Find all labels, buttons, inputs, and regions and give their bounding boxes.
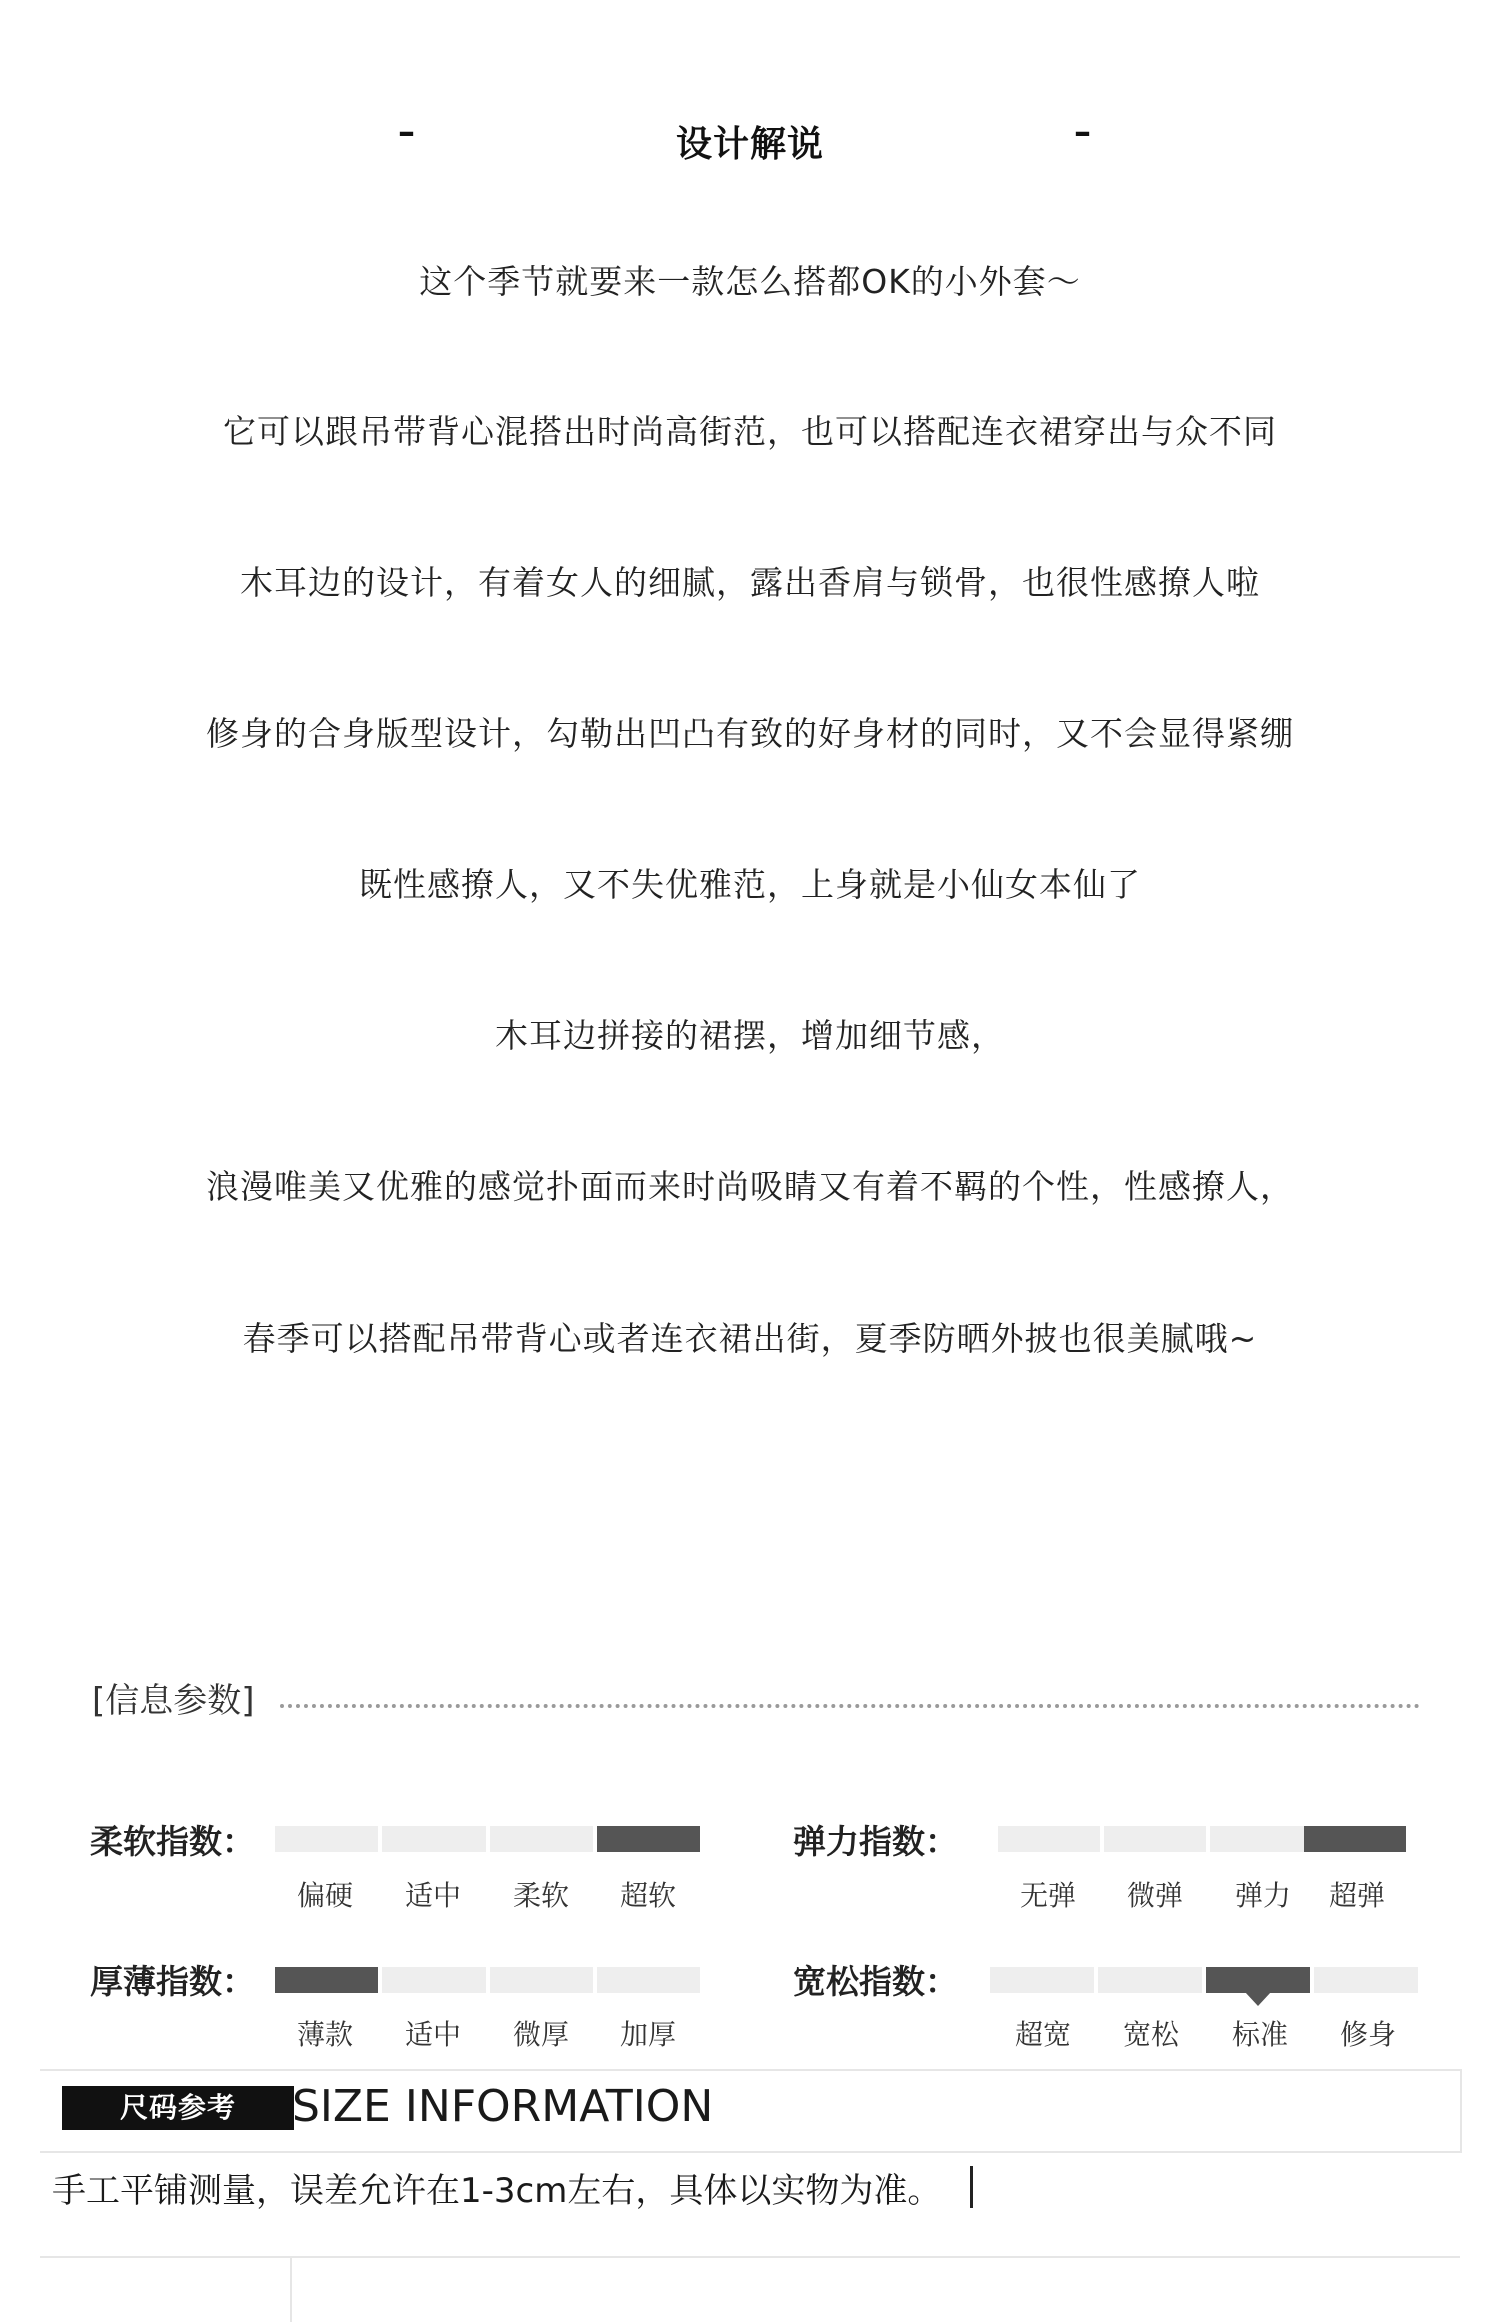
scale-option: 适中 xyxy=(404,2018,461,2051)
scale-option: 微弹 xyxy=(1126,1879,1183,1912)
scale-segment xyxy=(490,1967,593,1993)
scale-segment-selected xyxy=(597,1826,700,1852)
thickness-scale xyxy=(275,1967,710,2057)
heading-dash-left: – xyxy=(398,112,415,152)
scale-option: 适中 xyxy=(404,1879,461,1912)
scale-segment xyxy=(1210,1826,1312,1852)
scale-segment xyxy=(382,1967,486,1993)
scale-option: 标准 xyxy=(1231,2018,1288,2051)
scale-segment xyxy=(382,1826,486,1852)
description-line: 它可以跟吊带背心混搭出时尚高街范，也可以搭配连衣裙穿出与众不同 xyxy=(223,412,1277,451)
scale-option: 宽松 xyxy=(1122,2018,1179,2051)
description-line: 这个季节就要来一款怎么搭都OK的小外套～ xyxy=(419,262,1081,301)
elasticity-label: 弹力指数： xyxy=(793,1822,958,1861)
scale-option: 无弹 xyxy=(1019,1879,1076,1912)
description-line: 浪漫唯美又优雅的感觉扑面而来时尚吸睛又有着不羁的个性，性感撩人， xyxy=(206,1167,1294,1206)
description-line: 修身的合身版型设计，勾勒出凹凸有致的好身材的同时，又不会显得紧绷 xyxy=(206,714,1294,753)
scale-option: 薄款 xyxy=(296,2018,353,2051)
scale-segment-selected xyxy=(1206,1967,1310,1993)
scale-option: 超宽 xyxy=(1014,2018,1071,2051)
description-line: 既性感撩人，又不失优雅范，上身就是小仙女本仙了 xyxy=(359,865,1141,904)
scale-option: 微厚 xyxy=(512,2018,569,2051)
dotted-divider xyxy=(280,1704,1420,1708)
scale-segment xyxy=(490,1826,593,1852)
thickness-label: 厚薄指数： xyxy=(90,1962,255,2001)
scale-option: 柔软 xyxy=(512,1879,569,1912)
scale-segment xyxy=(998,1826,1100,1852)
looseness-label: 宽松指数： xyxy=(793,1962,958,2001)
size-header xyxy=(40,2069,1462,2153)
scale-segment-selected xyxy=(275,1967,378,1993)
looseness-scale xyxy=(990,1967,1420,2057)
size-badge: 尺码参考 xyxy=(62,2086,294,2130)
scale-option: 偏硬 xyxy=(296,1879,353,1912)
scale-segment-selected xyxy=(1304,1826,1406,1852)
scale-option: 修身 xyxy=(1339,2018,1396,2051)
scale-option: 超弹 xyxy=(1328,1879,1385,1912)
text-cursor xyxy=(970,2166,973,2208)
design-title: 设计解说 xyxy=(675,124,824,165)
selected-pointer-icon xyxy=(1245,1992,1271,2006)
elasticity-scale xyxy=(998,1826,1408,1916)
softness-scale xyxy=(275,1826,710,1916)
description-line: 春季可以搭配吊带背心或者连衣裙出街，夏季防晒外披也很美腻哦~ xyxy=(242,1319,1258,1358)
scale-segment xyxy=(1314,1967,1418,1993)
measurement-note: 手工平铺测量，误差允许在1-3cm左右，具体以实物为准。 xyxy=(52,2171,942,2211)
scale-segment xyxy=(990,1967,1094,1993)
heading-dash-right: – xyxy=(1074,112,1091,152)
scale-segment xyxy=(1098,1967,1202,1993)
scale-option: 加厚 xyxy=(619,2018,676,2051)
softness-label: 柔软指数： xyxy=(90,1822,255,1861)
size-table-column-divider xyxy=(290,2256,292,2322)
design-heading xyxy=(0,112,1500,172)
size-title: SIZE INFORMATION xyxy=(292,2081,714,2132)
info-section-label: [信息参数] xyxy=(92,1681,255,1721)
size-table-top-border xyxy=(40,2256,1460,2258)
scale-option: 弹力 xyxy=(1234,1879,1291,1912)
scale-segment xyxy=(275,1826,378,1852)
scale-segment xyxy=(597,1967,700,1993)
scale-option: 超软 xyxy=(619,1879,676,1912)
description-line: 木耳边拼接的裙摆，增加细节感， xyxy=(495,1016,1005,1055)
scale-segment xyxy=(1104,1826,1206,1852)
description-line: 木耳边的设计，有着女人的细腻，露出香肩与锁骨，也很性感撩人啦 xyxy=(240,563,1260,602)
